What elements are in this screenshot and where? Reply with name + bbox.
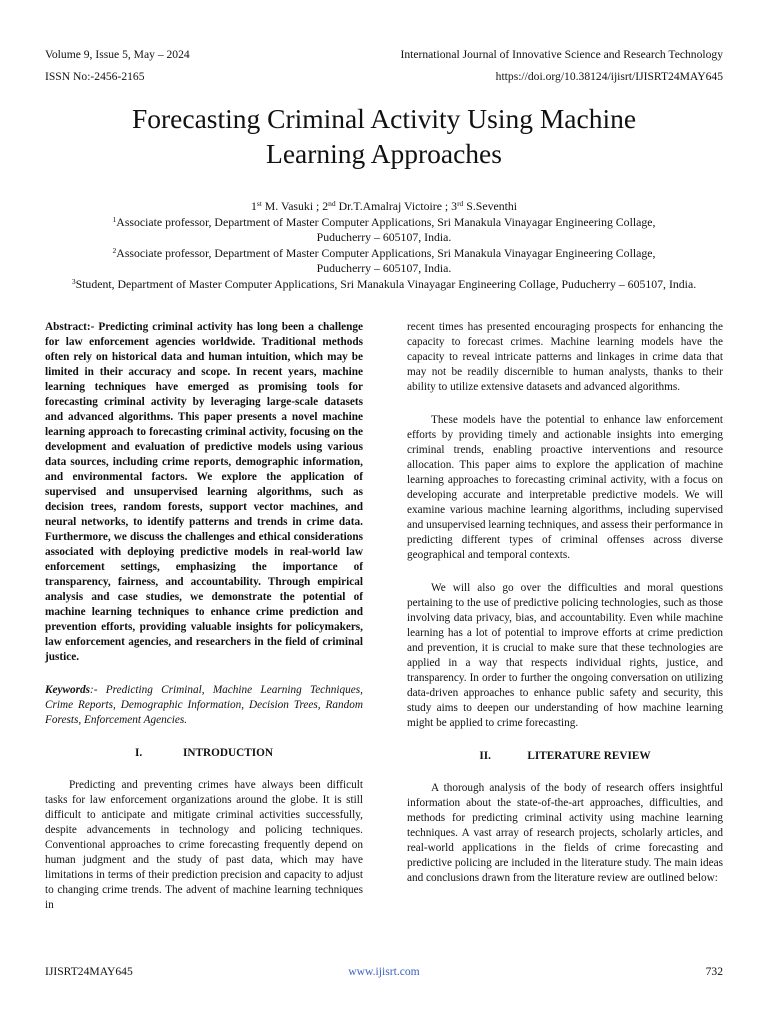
footer-website-link[interactable]: www.ijisrt.com: [348, 965, 420, 978]
journal-name: International Journal of Innovative Science and Research Technology: [400, 48, 723, 61]
affiliation-3: $^3$Student, Department of Master Computer Applications, Sri Manakula Vinayagar Engineering Collage, Puducherry – 605107, India.: [71, 276, 697, 291]
section-heading-literature-review: II. LITERATURE REVIEW: [479, 750, 651, 762]
section-heading-introduction: I. INTRODUCTION: [134, 747, 273, 759]
abstract: Abstract:- Predicting criminal activity has long been a challenge for law enforcement agencies worldwide. Traditional methods often rely on historical data and human intuition, which may be limited in their accuracy and scope. In recent years, machine learning techniques have emerged as promising tools for forecasting criminal activity by leveraging large-scale datasets and advanced algorithms. This paper presents a novel machine learning approach to forecasting criminal activity, focusing on the development and evaluation of predictive models using various data sources, including crime reports, demographic information, and environmental factors. We explore the application of supervised and unsupervised learning algorithms, such as decision trees, random forests, support vector machines, and neural networks, to identify patterns and trends in crime data. Furthermore, we discuss the challenges and ethical considerations associated with deploying predictive models in real-world law enforcement settings, emphasizing the importance of transparency, fairness, and accountability. Through empirical analysis and case studies, we demonstrate the potential of machine learning techniques to enhance crime prediction and prevention efforts, providing valuable insights for policymakers, law enforcement agencies, and researchers in the field of criminal justice.: [45, 321, 363, 663]
paper-title: [40, 101, 728, 171]
affiliation-2: $^2$Associate professor, Department of Master Computer Applications, Sri Manakula Vinayagar Engineering Collage,: [112, 245, 656, 260]
issn: ISSN No:-2456-2165: [45, 70, 145, 83]
volume-info: Volume 9, Issue 5, May – 2024: [45, 48, 190, 61]
author-block: [20, 199, 748, 292]
author-list: 1st M. Vasuki ; 2nd Dr.T.Amalraj Victoire ; 3rd S.Seventhi: [250, 199, 518, 213]
left-column: [45, 320, 363, 913]
affiliation-1: $^1$Associate professor, Department of Master Computer Applications, Sri Manakula Vinayagar Engineering Collage,: [112, 214, 656, 229]
keywords: Keywords:- Predicting Criminal, Machine Learning Techniques, Crime Reports, Demographic Information, Decision Trees, Random Forests, Enforcement Agencies.: [45, 684, 363, 726]
intro-paragraph-2: These models have the potential to enhance law enforcement efforts by providing timely and actionable insights into emerging criminal trends, enabling proactive interventions and resource allocation. This paper aims to explore the application of machine learning approaches to forecasting criminal activity, with a focus on developing accurate and interpretable predictive models. We will examine various machine learning algorithms, including supervised and unsupervised learning techniques, and assess their performance in predicting different types of criminal offenses across diverse geographical and temporal contexts.: [407, 414, 723, 561]
affiliation-2-city: Puducherry – 605107, India.: [316, 261, 452, 275]
title-line-1: Forecasting Criminal Activity Using Machine: [131, 103, 637, 134]
page-number: 732: [705, 965, 723, 978]
literature-paragraph-1: A thorough analysis of the body of research offers insightful information about the state-of-the-art approaches, difficulties, and methods for predicting criminal activity using machine learning techniques. A vast array of research projects, scholarly articles, and real-world applications in the fields of crime forecasting and predictive policing are included in the literature study. The main ideas and conclusions drawn from the literature review are outlined below:: [407, 782, 723, 884]
footer-paper-code: IJISRT24MAY645: [45, 965, 133, 978]
intro-paragraph-1: Predicting and preventing crimes have always been difficult tasks for law enforcement organizations around the globe. It is still difficult to anticipate and mitigate criminal activities successfully, despite advancements in technology and policing techniques. Conventional approaches to crime forecasting frequently depend on human judgment and the study of past data, which may have limitations in terms of their prediction precision and capacity to adjust to changing crime trends. The advent of machine learning techniques in: [45, 779, 363, 911]
right-column: [407, 320, 723, 886]
doi-link[interactable]: https://doi.org/10.38124/ijisrt/IJISRT24MAY645: [495, 70, 723, 83]
affiliation-1-city: Puducherry – 605107, India.: [316, 230, 452, 244]
title-line-2: Learning Approaches: [266, 138, 502, 169]
intro-paragraph-3: We will also go over the difficulties and moral questions pertaining to the use of predictive policing technologies, such as those involving data privacy, bias, and accountability. Even while machine learning has a lot of potential to improve efforts at crime prediction and prevention, it is crucial to make sure that these technologies are applied in a way that respects individual rights, justice, and transparency. In order to further the ongoing conversation on utilizing data-driven approaches to enhance public safety and security, this study aims to deepen our understanding of how machine learning might be applied to crime forecasting.: [407, 582, 723, 729]
intro-paragraph-1-continued: recent times has presented encouraging prospects for enhancing the capacity to forecast crimes. Machine learning models have the capacity to reveal intricate patterns and linkages in crime data that may not be readily discernible to human analysts, thanks to their ability to utilize extensive datasets and advanced algorithms.: [407, 321, 723, 393]
